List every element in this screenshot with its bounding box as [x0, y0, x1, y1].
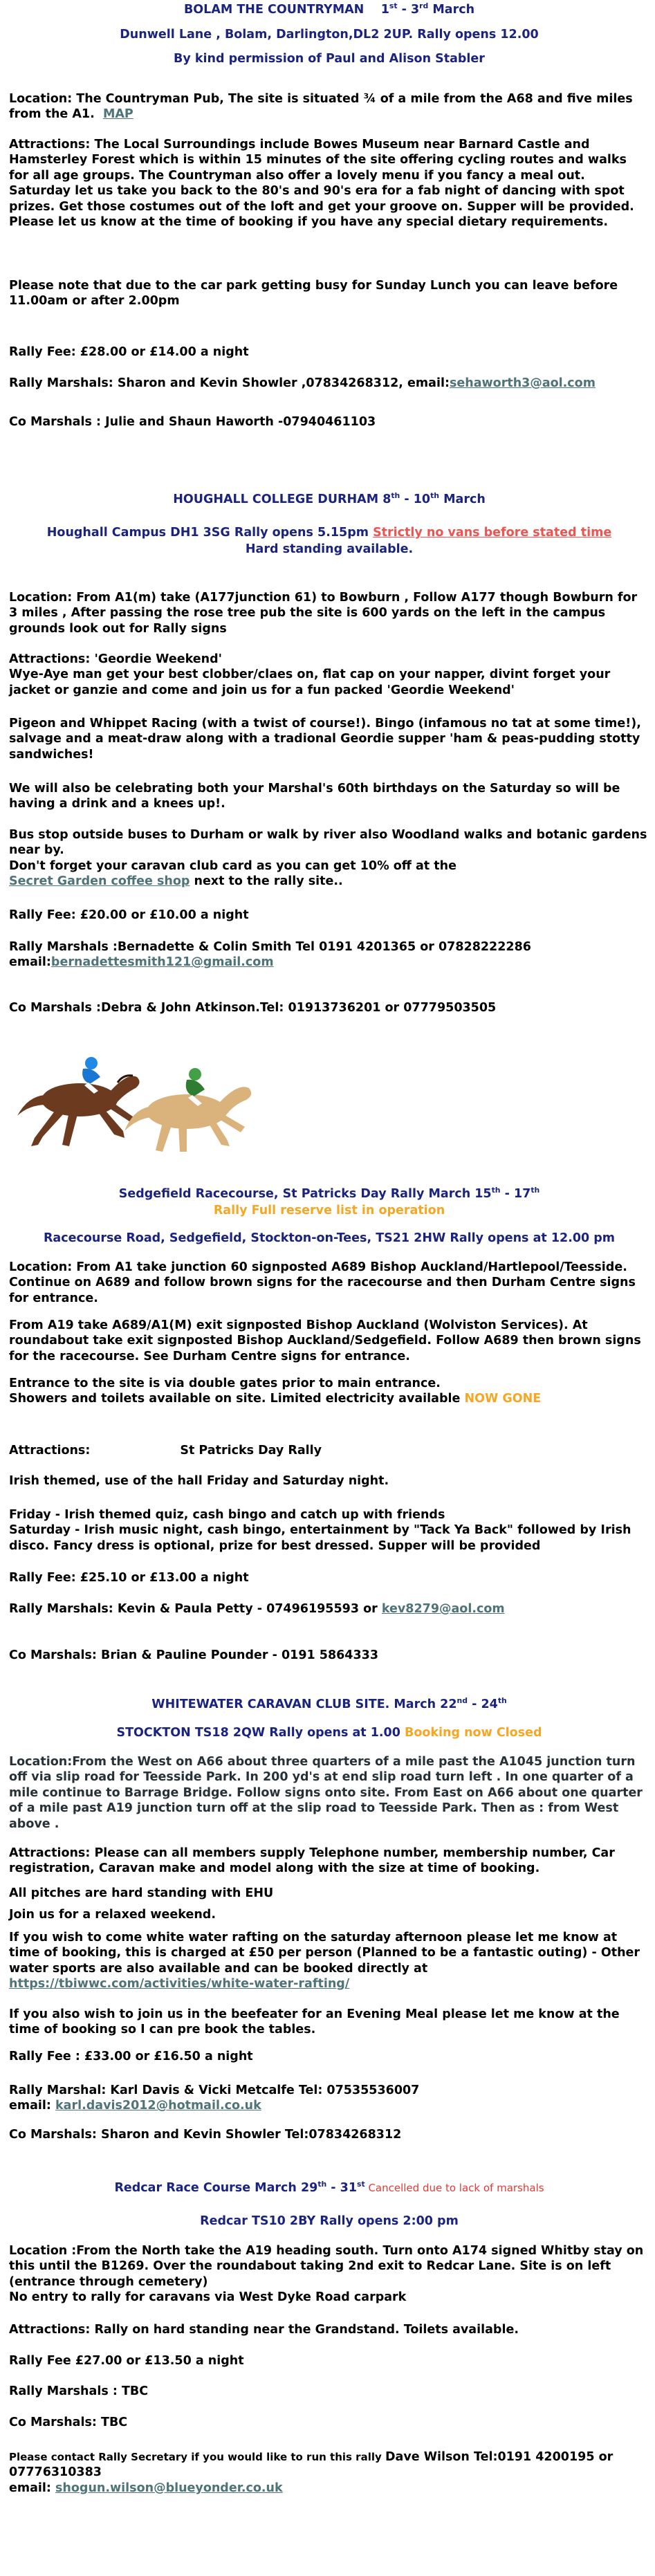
- bolam-map-link[interactable]: MAP: [102, 107, 133, 122]
- horse-racing-icon: [14, 1034, 273, 1155]
- whitewater-stockton: STOCKTON TS18 2QW Rally opens at 1.00 Booking now Closed: [116, 1726, 542, 1740]
- bolam-saturday: Saturday let us take you back to the 80's and 90's era for a fab night of dancing with spot prizes. Get those costumes out of the loft and get your groove on. Supper will be provided. Please let us know at the time of booking if you have any special dietary requirements.: [9, 184, 634, 229]
- houghall-fee: Rally Fee: £20.00 or £10.00 a night: [9, 908, 249, 922]
- whitewater-pitches: All pitches are hard standing with EHU: [9, 1886, 274, 1900]
- redcar-fee: Rally Fee £27.00 or £13.50 a night: [9, 2354, 244, 2368]
- whitewater-booking-closed: Booking now Closed: [405, 1726, 542, 1740]
- sedgefield-fee: Rally Fee: £25.10 or £13.00 a night: [9, 1571, 249, 1585]
- redcar-marshals: Rally Marshals : TBC: [9, 2384, 149, 2398]
- sedgefield-marshals-email[interactable]: kev8279@aol.com: [381, 1602, 505, 1616]
- whitewater-attractions: Attractions: Please can all members supply Telephone number, membership number, Car registration, Caravan make and model along with the size at time of booking.: [9, 1846, 615, 1876]
- sedgefield-title: Sedgefield Racecourse, St Patricks Day Rally March 15th - 17th: [118, 1186, 540, 1201]
- houghall-hard-standing: Hard standing available.: [245, 542, 414, 556]
- redcar-opens: Redcar TS10 2BY Rally opens 2:00 pm: [200, 2214, 459, 2228]
- houghall-birthdays: We will also be celebrating both your Marshal's 60th birthdays on the Saturday so will be having a drink and a knees up!.: [9, 782, 620, 811]
- houghall-attractions: Attractions: 'Geordie Weekend' Wye-Aye man get your best clobber/claes on, flat cap on your napper, divint forget your jacket or ganzie and come and join us for a fun packed 'Geordie Weekend': [9, 652, 611, 697]
- redcar-contact: Please contact Rally Secretary if you would like to run this rally Dave Wilson Tel:0191 4200195 or 07776310383 email: shogun.wilson@blueyonder.co.uk: [9, 2450, 614, 2495]
- redcar-attractions: Attractions: Rally on hard standing near the Grandstand. Toilets available.: [9, 2323, 519, 2337]
- sedgefield-now-gone: NOW GONE: [464, 1392, 542, 1406]
- whitewater-fee: Rally Fee : £33.00 or £16.50 a night: [9, 2050, 253, 2063]
- sedgefield-location: Location: From A1 take junction 60 signposted A689 Bishop Auckland/Hartlepool/Teesside. Continue on A689 and follow brown signs for the racecourse and then Durham Centre signs for entrance.: [9, 1260, 636, 1305]
- whitewater-rafting-link[interactable]: https://tbiwwc.com/activities/white-water-rafting/: [9, 1977, 350, 1991]
- houghall-no-vans: Strictly no vans before stated time: [373, 526, 612, 540]
- bolam-marshals-email[interactable]: sehaworth3@aol.com: [449, 376, 596, 390]
- bolam-note: Please note that due to the car park getting busy for Sunday Lunch you can leave before 11.00am or after 2.00pm: [9, 279, 618, 309]
- bolam-fee: Rally Fee: £28.00 or £14.00 a night: [9, 345, 249, 359]
- bolam-location: Location: The Countryman Pub, The site is situated ¾ of a mile from the A68 and five miles from the A1. MAP: [9, 92, 633, 122]
- whitewater-location: Location:From the West on A66 about three quarters of a mile past the A1045 junction turn off via slip road for Teesside Park. In 200 yd's at end slip road turn left . In one quarter of a mile continue to Barrage Bridge. Follow signs onto site. From East on A66 about one quarter of a mile past A19 junction turn off at the slip road to Teesside Park. Then as : from West above .: [9, 1755, 643, 1831]
- bolam-permission: By kind permission of Paul and Alison Stabler: [174, 52, 485, 66]
- sedgefield-marshals: Rally Marshals: Kevin & Paula Petty - 07496195593 or kev8279@aol.com: [9, 1602, 505, 1616]
- redcar-no-entry: No entry to rally for caravans via West Dyke Road carpark: [9, 2290, 407, 2305]
- bolam-title: BOLAM THE COUNTRYMAN 1st - 3rd March: [183, 1, 475, 17]
- bolam-attractions: Attractions: The Local Surroundings include Bowes Museum near Barnard Castle and Hamsterley Forest which is within 15 minutes of the site offering cycling routes and walks for all age groups. The Countryman also offer a lovely menu if you fancy a meal out. Saturday let us take you back to the 80's and 90's era for a fab night of dancing with spot prizes. Get those costumes out of the loft and get your groove on. Supper will be provided. Please let us know at the time of booking if you have any special dietary requirements.: [9, 137, 649, 230]
- whitewater-title: WHITEWATER CARAVAN CLUB SITE. March 22nd - 24th: [151, 1696, 507, 1711]
- whitewater-co-marshals: Co Marshals: Sharon and Kevin Showler Tel:07834268312: [9, 2128, 402, 2142]
- houghall-co-marshals: Co Marshals :Debra & John Atkinson.Tel: 01913736201 or 07779503505: [9, 1001, 497, 1015]
- whitewater-marshals: Rally Marshal: Karl Davis & Vicki Metcalfe Tel: 07535536007 email: karl.davis2012@hotmail.co.uk: [9, 2083, 420, 2113]
- whitewater-beefeater: If you also wish to join us in the beefeater for an Evening Meal please let me know at the time of booking so I can pre book the tables.: [9, 2007, 620, 2037]
- redcar-email-link[interactable]: shogun.wilson@blueyonder.co.uk: [55, 2481, 283, 2495]
- bolam-address: Dunwell Lane , Bolam, Darlington,DL2 2UP. Rally opens 12.00: [120, 28, 539, 42]
- houghall-title: HOUGHALL COLLEGE DURHAM 8th - 10th March: [173, 491, 486, 506]
- redcar-title: Redcar Race Course March 29th - 31st Cancelled due to lack of marshals: [114, 2180, 544, 2195]
- whitewater-relaxed: Join us for a relaxed weekend.: [9, 1908, 216, 1922]
- houghall-location: Location: From A1(m) take (A177junction 61) to Bowburn , Follow A177 though Bowburn for 3 miles , After passing the rose tree pub the site is 600 yards on the left in the campus grounds look out for Rally signs: [9, 591, 638, 636]
- sedgefield-schedule: Friday - Irish themed quiz, cash bingo and catch up with friends Saturday - Irish music night, cash bingo, entertainment by "Tack Ya Back" followed by Irish disco. Fancy dress is optional, prize for best dressed. Supper will be provided: [9, 1508, 631, 1553]
- sedgefield-attractions: Attractions: St Patricks Day Rally: [9, 1444, 322, 1457]
- houghall-bus: Bus stop outside buses to Durham or walk by river also Woodland walks and botanic gardens near by. Don't forget your caravan club card as you can get 10% off at the Secret Garden coffee shop next to the rally site..: [9, 828, 647, 889]
- sedgefield-reserve: Rally Full reserve list in operation: [213, 1204, 445, 1217]
- whitewater-email-link[interactable]: karl.davis2012@hotmail.co.uk: [55, 2099, 261, 2113]
- whitewater-rafting: If you wish to come white water rafting on the saturday afternoon please let me know at time of booking, this is charged at £50 per person (Planned to be a fantastic outing) - Other water sports are also available and can be booked directly at https://tbiwwc.com/activities/white-water-rafting/: [9, 1931, 640, 1991]
- houghall-coffee-link[interactable]: Secret Garden coffee shop: [9, 874, 190, 889]
- houghall-email-link[interactable]: bernadettesmith121@gmail.com: [50, 955, 274, 970]
- sedgefield-co-marshals: Co Marshals: Brian & Pauline Pounder - 0191 5864333: [9, 1648, 378, 1662]
- houghall-marshals: Rally Marshals :Bernadette & Colin Smith Tel 0191 4201365 or 07828222286 email:bernadettesmith121@gmail.com: [9, 940, 531, 970]
- bolam-marshals: Rally Marshals: Sharon and Kevin Showler ,07834268312, email:sehaworth3@aol.com: [9, 376, 596, 390]
- bolam-co-marshals: Co Marshals : Julie and Shaun Haworth -07940461103: [9, 415, 376, 429]
- sedgefield-entrance: Entrance to the site is via double gates prior to main entrance. Showers and toilets available on site. Limited electricity available NOW GONE: [9, 1377, 542, 1406]
- houghall-campus: Houghall Campus DH1 3SG Rally opens 5.15pm Strictly no vans before stated time: [46, 526, 612, 540]
- sedgefield-a19: From A19 take A689/A1(M) exit signposted Bishop Auckland (Wolviston Services). At roundabout take exit signposted Bishop Auckland/Sedgefield. Follow A689 then brown signs for the racecourse. See Durham Centre signs for entrance.: [9, 1318, 641, 1363]
- redcar-co-marshals: Co Marshals: TBC: [9, 2416, 128, 2429]
- sedgefield-address: Racecourse Road, Sedgefield, Stockton-on-Tees, TS21 2HW Rally opens at 12.00 pm: [43, 1231, 616, 1245]
- houghall-pigeon: Pigeon and Whippet Racing (with a twist of course!). Bingo (infamous no tat at some time!), salvage and a meat-draw along with a tradional Geordie supper 'ham & peas-pudding stotty sandwiches!: [9, 717, 641, 762]
- redcar-cancelled: Cancelled due to lack of marshals: [365, 2182, 544, 2194]
- sedgefield-irish: Irish themed, use of the hall Friday and Saturday night.: [9, 1474, 389, 1488]
- redcar-location: Location :From the North take the A19 heading south. Turn onto A174 signed Whitby stay on this until the B1269. Over the roundabout taking 2nd exit to Redcar Lane. Site is on left (entrance through cemetery) No entry to rally for caravans via West Dyke Road carpark: [9, 2243, 649, 2306]
